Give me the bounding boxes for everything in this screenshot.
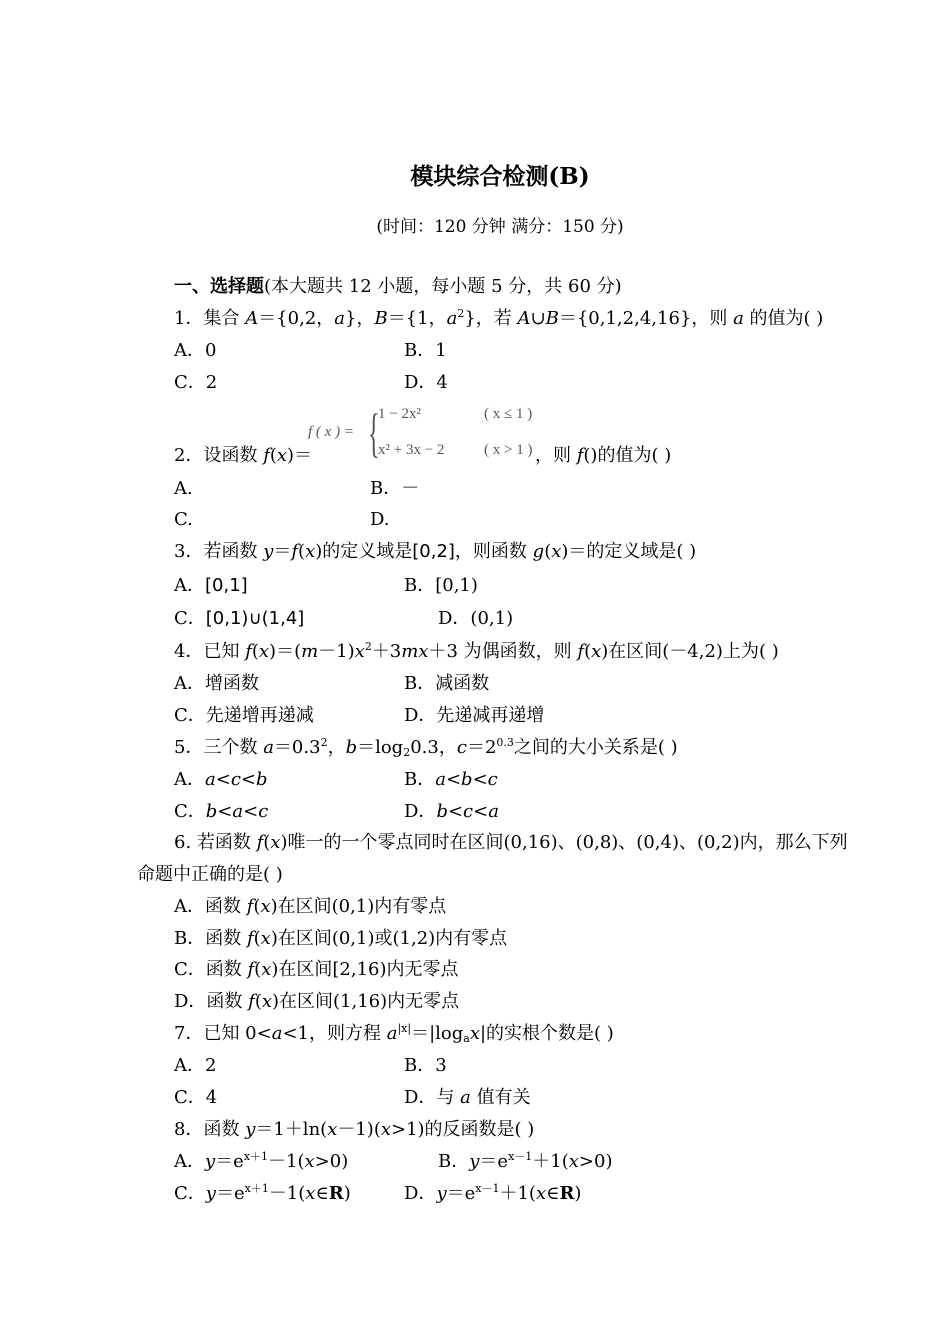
q7-option-b: B．3 xyxy=(404,1055,447,1076)
q5-option-b: B．a<b<c xyxy=(404,769,498,790)
question-2-tail: ，则 f()的值为( ) xyxy=(535,445,672,466)
piecewise-function-image: f ( x ) = { 1 − 2x² x² + 3x − 2 ( x ≤ 1 ) ( x > 1 ) xyxy=(308,403,533,463)
q6-option-a: A．函数 f(x)在区间(0,1)内有零点 xyxy=(174,896,447,917)
q8-option-d: D．$y=e^{x-1}+1(x\in R)$ xyxy=(404,1182,582,1204)
q3-option-a: A．[0,1] xyxy=(174,575,248,596)
q5-option-a: A．a<c<b xyxy=(174,769,268,790)
q7-option-c: C．4 xyxy=(174,1087,218,1108)
q7-option-a: A．2 xyxy=(174,1055,217,1076)
q4-option-c: C．先递增再递减 xyxy=(174,705,314,726)
question-6-line-2: 命题中正确的是( ) xyxy=(137,864,283,885)
question-4: 4．已知 $f(x)=(m-1)x^2+3mx+3$ 为偶函数，则 f(x)在区间(－4,2)上为( ) xyxy=(174,640,779,662)
q5-option-d: D．b<c<a xyxy=(404,801,499,822)
q1-option-c: C．2 xyxy=(174,372,218,393)
q1-option-a: A．0 xyxy=(174,340,217,361)
q8-option-c: C．$y=e^{x+1}-1(x\in R)$ xyxy=(174,1182,351,1204)
q2-option-c: C. xyxy=(174,509,193,530)
q3-option-d: D．(0,1) xyxy=(438,608,514,629)
q8-option-b: B．$y=e^{x-1}+1(x>0)$ xyxy=(438,1150,613,1172)
question-6: 6. 若函数 f(x)唯一的一个零点同时在区间(0,16)、(0,8)、(0,4)、(0,2)内，那么下列 xyxy=(174,832,848,853)
exam-info: (时间：120 分钟 满分：150 分) xyxy=(376,217,624,237)
q2-option-a: A. xyxy=(174,478,193,499)
q2-option-d: D. xyxy=(370,509,390,530)
question-8: 8．函数 y＝1＋ln(x－1)(x>1)的反函数是( ) xyxy=(174,1119,535,1140)
q3-option-b: B．[0,1) xyxy=(404,575,478,596)
question-5: 5．三个数 $a=0.3^2$，$b=\log_20.3$，$c=2^{0.3}$之间的大小关系是( ) xyxy=(174,736,678,759)
q6-option-c: C．函数 f(x)在区间[2,16)内无零点 xyxy=(174,959,459,980)
q6-option-d: D．函数 f(x)在区间(1,16)内无零点 xyxy=(174,991,460,1012)
question-3: 3．若函数 y＝f(x)的定义域是[0,2]，则函数 g(x)＝的定义域是( ) xyxy=(174,541,697,562)
q8-option-a: A．$y=e^{x+1}-1(x>0)$ xyxy=(174,1150,349,1172)
q4-option-d: D．先递减再递增 xyxy=(404,705,545,726)
question-7: 7．已知 0<a<1，则方程 $a^{|x|}=|\log_ax|$的实根个数是( ) xyxy=(174,1022,614,1045)
section-heading: 一、选择题(本大题共 12 小题，每小题 5 分，共 60 分) xyxy=(174,276,622,297)
q3-option-c: C．[0,1)∪(1,4] xyxy=(174,608,305,629)
q1-option-d: D．4 xyxy=(404,372,448,393)
q4-option-b: B．减函数 xyxy=(404,673,490,694)
question-2: 2．设函数 f(x)＝ xyxy=(174,445,313,466)
page-title: 模块综合检测(B) xyxy=(410,163,590,190)
q4-option-a: A．增函数 xyxy=(174,673,259,694)
q1-option-b: B．1 xyxy=(404,340,447,361)
q5-option-c: C．b<a<c xyxy=(174,801,269,822)
question-1: 1．集合 A＝{0,2，a}，B＝{1，$a^2$}，若 A∪B＝{0,1,2,4,16}，则 a 的值为( ) xyxy=(174,307,824,329)
q7-option-d: D．与 a 值有关 xyxy=(404,1087,531,1108)
q6-option-b: B．函数 f(x)在区间(0,1)或(1,2)内有零点 xyxy=(174,928,508,949)
q2-option-b: B．－ xyxy=(370,478,420,499)
